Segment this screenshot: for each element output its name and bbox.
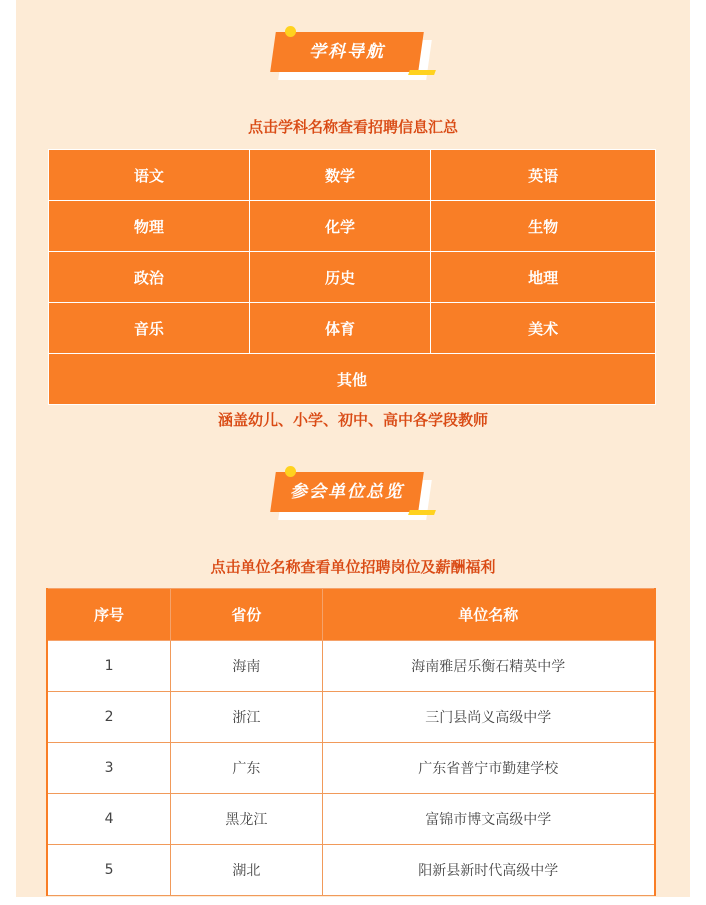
row-index: 2 — [47, 692, 171, 743]
subject-row — [49, 303, 656, 354]
row-index: 5 — [47, 845, 171, 896]
subject-link-math[interactable]: 数学 — [249, 150, 431, 201]
subject-row — [49, 252, 656, 303]
table-row — [47, 641, 655, 692]
units-table — [46, 588, 656, 896]
coverage-note: 涵盖幼儿、小学、初中、高中各学段教师 — [217, 411, 488, 429]
subject-nav-title: 学科导航 — [309, 42, 385, 62]
column-header-province: 省份 — [171, 589, 323, 641]
subject-link-physics[interactable]: 物理 — [49, 201, 250, 252]
subject-link-biology[interactable]: 生物 — [431, 201, 656, 252]
subject-link-chinese[interactable]: 语文 — [49, 150, 250, 201]
table-row — [47, 692, 655, 743]
subject-nav-banner — [273, 32, 433, 82]
subject-link-politics[interactable]: 政治 — [49, 252, 250, 303]
subject-link-history[interactable]: 历史 — [249, 252, 431, 303]
table-row — [47, 743, 655, 794]
subject-nav-caption: 点击学科名称查看招聘信息汇总 — [247, 118, 458, 136]
subject-link-english[interactable]: 英语 — [431, 150, 656, 201]
subject-link-music[interactable]: 音乐 — [49, 303, 250, 354]
subject-row — [49, 354, 656, 405]
units-overview-title: 参会单位总览 — [290, 482, 404, 502]
unit-name-link[interactable]: 广东省普宁市勤建学校 — [322, 743, 655, 794]
subject-link-geography[interactable]: 地理 — [431, 252, 656, 303]
unit-name-link[interactable]: 海南雅居乐衡石精英中学 — [322, 641, 655, 692]
units-overview-caption: 点击单位名称查看单位招聘岗位及薪酬福利 — [210, 558, 496, 576]
column-header-unit-name: 单位名称 — [322, 589, 655, 641]
row-province: 浙江 — [171, 692, 323, 743]
row-index: 1 — [47, 641, 171, 692]
row-province: 广东 — [171, 743, 323, 794]
row-province: 黑龙江 — [171, 794, 323, 845]
unit-name-link[interactable]: 富锦市博文高级中学 — [322, 794, 655, 845]
subject-link-chemistry[interactable]: 化学 — [249, 201, 431, 252]
subject-row — [49, 201, 656, 252]
table-row — [47, 845, 655, 896]
row-index: 4 — [47, 794, 171, 845]
column-header-index: 序号 — [47, 589, 171, 641]
subject-grid — [48, 149, 656, 405]
subject-link-art[interactable]: 美术 — [431, 303, 656, 354]
subject-link-other[interactable]: 其他 — [49, 354, 656, 405]
row-index: 3 — [47, 743, 171, 794]
units-overview-banner — [273, 472, 433, 522]
row-province: 湖北 — [171, 845, 323, 896]
row-province: 海南 — [171, 641, 323, 692]
table-row — [47, 794, 655, 845]
unit-name-link[interactable]: 三门县尚义高级中学 — [322, 692, 655, 743]
units-table-header — [47, 589, 655, 641]
page-panel — [16, 0, 690, 897]
subject-row — [49, 150, 656, 201]
subject-link-pe[interactable]: 体育 — [249, 303, 431, 354]
unit-name-link[interactable]: 阳新县新时代高级中学 — [322, 845, 655, 896]
